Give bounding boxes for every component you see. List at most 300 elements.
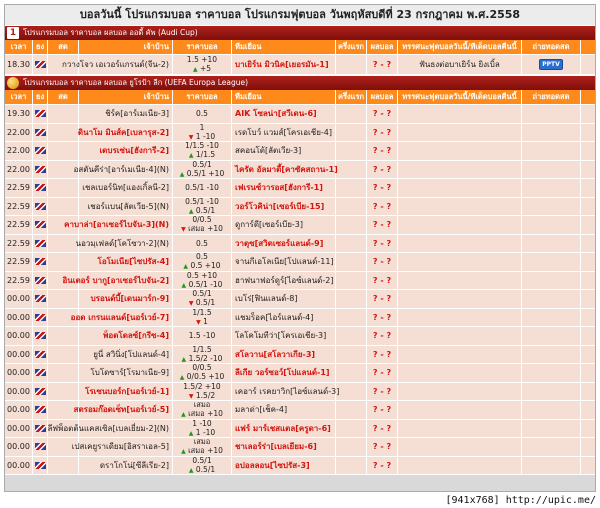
table-row (5, 179, 595, 198)
column-header-half: ครึ่งแรก (336, 40, 367, 54)
arrow-up-icon: ▲ (192, 66, 198, 73)
column-header-tips: ทรรศนะฟุตบอลวันนี้/ทีเด็ดบอลคืนนี้ (398, 90, 522, 104)
home-team[interactable]: ลีฟพ็อตต้นแคสเซิล[เบลเยี่ยม-2](N) (79, 420, 173, 438)
tv-cell (522, 364, 581, 382)
home-team[interactable]: โบโดซาร์[โรมาเนีย-9] (79, 364, 173, 382)
flag-icon (35, 147, 46, 154)
table-row (5, 272, 595, 291)
away-team[interactable]: ฮาฟนาฟอร์ดูร์[ไอซ์แลนด์-2] (232, 272, 336, 290)
arrow-up-icon: ▲ (181, 281, 187, 289)
match-time: 00.00 (5, 438, 33, 456)
table-row (5, 253, 595, 272)
column-header-tv: ถ่ายทอดสด (522, 40, 581, 54)
away-team[interactable]: สคอนโต้[ลัตเวีย-3] (232, 142, 336, 160)
away-team[interactable]: สโลวาน[สโลวาเกีย-3] (232, 346, 336, 364)
price-line: 0.5/1 (192, 455, 212, 465)
price-line: ▼ เสมอ +10 (181, 224, 223, 234)
price-line: ▲ 0.5/1 (188, 205, 216, 215)
match-result: ? - ? (367, 457, 398, 475)
league-name[interactable]: โปรแกรมบอล ราคาบอล ผลบอล ยูโรป้า ลีก (UEFA Europa League) (23, 78, 249, 87)
half-time (336, 272, 367, 290)
tips-cell[interactable] (398, 272, 522, 290)
price-line: 0.5 +10 (186, 270, 218, 280)
price-line: ▼ 1.5/2 (188, 390, 216, 400)
arrow-up-icon: ▲ (181, 448, 186, 456)
price-line: 0.5 (196, 109, 208, 119)
column-header-result: ผลบอล (367, 40, 398, 54)
price-line: 1/1.5 -10 (185, 141, 219, 151)
column-header-row (5, 40, 595, 55)
price-line: 1/1.5 (192, 344, 212, 354)
price-cell (173, 346, 232, 364)
tips-cell[interactable] (398, 401, 522, 419)
away-team[interactable]: เบโร่[ฟินแลนด์-8] (232, 290, 336, 308)
match-result: ? - ? (367, 124, 398, 142)
table-row (5, 420, 595, 439)
tips-cell[interactable] (398, 161, 522, 179)
match-time: 00.00 (5, 309, 33, 327)
price-cell (173, 438, 232, 456)
live-cell[interactable] (48, 290, 79, 308)
flag-icon (35, 166, 46, 173)
price-cell (173, 401, 232, 419)
tips-cell[interactable] (398, 216, 522, 234)
column-header-time: เวลา (5, 90, 33, 104)
live-cell[interactable] (48, 327, 79, 345)
live-cell[interactable] (48, 179, 79, 197)
price-cell (173, 179, 232, 197)
match-result: ? - ? (367, 272, 398, 290)
match-time: 00.00 (5, 364, 33, 382)
home-team[interactable]: เชอร์แบน[ลัตเวีย-5](N) (79, 198, 173, 216)
column-header-flag: ธง (33, 90, 48, 104)
flag-cell (33, 401, 48, 419)
price-line: ▲ 0.5 +10 (183, 261, 221, 271)
away-team[interactable]: ดูการ์ดี[เซอร์เบีย-3] (232, 216, 336, 234)
price-cell (173, 327, 232, 345)
price-cell (173, 161, 232, 179)
half-time (336, 161, 367, 179)
column-header-half: ครึ่งแรก (336, 90, 367, 104)
tips-cell[interactable] (398, 142, 522, 160)
tv-cell (522, 124, 581, 142)
flag-icon (35, 314, 46, 321)
tips-cell[interactable] (398, 235, 522, 253)
tips-cell[interactable] (398, 105, 522, 123)
tv-channel-icon[interactable]: PPTV (539, 59, 563, 70)
tv-cell (522, 179, 581, 197)
column-header-away: ทีมเยือน (232, 90, 336, 104)
flag-cell (33, 253, 48, 271)
half-time (336, 290, 367, 308)
arrow-up-icon: ▲ (188, 466, 194, 474)
price-line: 0/0.5 (192, 215, 212, 225)
live-cell[interactable] (48, 364, 79, 382)
column-header-flag: ธง (33, 40, 48, 54)
price-line: 0.5 (196, 252, 208, 262)
table-row (5, 457, 595, 476)
live-cell[interactable] (48, 346, 79, 364)
table-row (5, 105, 595, 124)
home-team[interactable]: ยูนี่ สวินิ่ง[โปแลนด์-4] (79, 346, 173, 364)
league-tables (5, 25, 595, 475)
match-time: 22.00 (5, 161, 33, 179)
football-icon (7, 77, 19, 89)
table-row (5, 124, 595, 143)
flag-icon (35, 388, 46, 395)
tips-cell[interactable] (398, 457, 522, 475)
flag-icon (35, 332, 46, 339)
tv-cell (522, 198, 581, 216)
away-team[interactable]: ชาเลอร์ร่า[เบลเยียม-6] (232, 438, 336, 456)
match-result: ? - ? (367, 401, 398, 419)
home-team[interactable]: สตรอมก๊อดเซ็ท[นอร์เวย์-5] (79, 401, 173, 419)
tips-cell[interactable] (398, 124, 522, 142)
live-cell[interactable] (48, 105, 79, 123)
match-result: ? - ? (367, 198, 398, 216)
arrow-up-icon: ▲ (188, 152, 194, 160)
price-cell (173, 216, 232, 234)
tv-cell (522, 438, 581, 456)
away-team[interactable]: บาเยิร์น มิวนิค[เยอรมัน-1] (232, 55, 336, 74)
home-team[interactable]: ออด เกรนแลนด์[นอร์เวย์-7] (79, 309, 173, 327)
arrow-up-icon: ▲ (181, 411, 186, 419)
price-line: ▲ 1/1.5 (188, 150, 216, 160)
tv-cell[interactable] (522, 55, 581, 74)
home-team[interactable]: นอวมฺเฟลด์[โคโซวา-2](N) (79, 235, 173, 253)
flag-icon (35, 240, 46, 247)
match-result: ? - ? (367, 216, 398, 234)
match-time: 00.00 (5, 420, 33, 438)
match-time: 22.00 (5, 124, 33, 142)
flag-icon (35, 369, 46, 376)
price-line: ▲ 1 -10 (188, 427, 216, 437)
match-result: ? - ? (367, 290, 398, 308)
away-team[interactable]: แชมร็อค[ไอร์แลนด์-4] (232, 309, 336, 327)
price-line: ▲ +5 (192, 64, 212, 73)
league-header[interactable] (5, 25, 595, 40)
price-cell (173, 235, 232, 253)
price-cell (173, 124, 232, 142)
table-row (5, 198, 595, 217)
match-time: 22.59 (5, 235, 33, 253)
match-result: ? - ? (367, 364, 398, 382)
tv-cell (522, 235, 581, 253)
match-time: 00.00 (5, 346, 33, 364)
home-team[interactable]: ชิร์ค[อาร์เมเนีย-3] (79, 105, 173, 123)
price-line: ▼ 1 -10 (188, 131, 216, 141)
flag-cell (33, 124, 48, 142)
column-header-row (5, 90, 595, 105)
watermark: [941x768] http://upic.me/ (445, 495, 596, 506)
home-team[interactable]: เดบรเซ่น[ฮังการี-2] (79, 142, 173, 160)
price-cell (173, 309, 232, 327)
price-cell (173, 364, 232, 382)
flag-cell (33, 55, 48, 74)
price-line: 0.5/1 (192, 289, 212, 299)
tips-cell[interactable] (398, 438, 522, 456)
tv-cell (522, 105, 581, 123)
price-line: 1 (199, 122, 205, 132)
column-header-away: ทีมเยือน (232, 40, 336, 54)
flag-icon (35, 462, 46, 469)
away-team[interactable]: เรดโบว์ แวมส์[โครเอเชีย-4] (232, 124, 336, 142)
away-team[interactable]: ลีเกีย วอร์ซอว์[โปแลนด์-1] (232, 364, 336, 382)
match-time: 22.59 (5, 272, 33, 290)
match-result: ? - ? (367, 383, 398, 401)
table-row (5, 383, 595, 402)
tips-cell[interactable] (398, 290, 522, 308)
away-team[interactable]: ไครัต อัลมาตี้[คาซัคสถาน-1] (232, 161, 336, 179)
away-team[interactable]: เคอาร์ เรคยาวิก[ไอซ์แลนด์-3] (232, 383, 336, 401)
away-team[interactable]: จานกีเอโลเนีย[โปแลนด์-11] (232, 253, 336, 271)
away-team[interactable]: อปอลลอน[ไซปรัส-3] (232, 457, 336, 475)
price-line: 0.5/1 -10 (185, 183, 219, 193)
home-team[interactable]: โอโมเนีย[ไซปรัส-4] (79, 253, 173, 271)
flag-cell (33, 198, 48, 216)
match-time: 22.59 (5, 179, 33, 197)
league-header[interactable] (5, 75, 595, 90)
half-time (336, 216, 367, 234)
price-line: ▲ 0.5/1 +10 (179, 168, 225, 178)
column-header-result: ผลบอล (367, 90, 398, 104)
live-cell[interactable] (48, 383, 79, 401)
flag-icon (35, 110, 46, 117)
column-header-home: เจ้าบ้าน (79, 40, 173, 54)
flag-cell (33, 327, 48, 345)
match-time: 00.00 (5, 401, 33, 419)
page-frame (4, 4, 596, 492)
price-line: ▲ 0.5/1 (188, 464, 216, 474)
column-header-time: เวลา (5, 40, 33, 54)
price-line: 1/1.5 (192, 307, 212, 317)
half-time (336, 309, 367, 327)
live-cell[interactable] (48, 457, 79, 475)
price-line: ▲ 0.5/1 -10 (181, 279, 223, 289)
match-time: 00.00 (5, 327, 33, 345)
tv-cell (522, 253, 581, 271)
live-cell[interactable] (48, 142, 79, 160)
tv-cell (522, 142, 581, 160)
flag-cell (33, 309, 48, 327)
table-row (5, 309, 595, 328)
match-time: 18.30 (5, 55, 33, 74)
match-result: ? - ? (367, 346, 398, 364)
match-result: ? - ? (367, 55, 398, 74)
price-cell (173, 105, 232, 123)
tips-cell[interactable] (398, 383, 522, 401)
flag-cell (33, 179, 48, 197)
match-result: ? - ? (367, 309, 398, 327)
half-time (336, 383, 367, 401)
price-line: ▲ เสมอ +10 (181, 409, 223, 419)
live-cell[interactable] (48, 198, 79, 216)
tips-cell[interactable] (398, 309, 522, 327)
half-time (336, 457, 367, 475)
table-row (5, 235, 595, 254)
flag-cell (33, 142, 48, 160)
tips-cell[interactable] (398, 179, 522, 197)
table-row (5, 327, 595, 346)
home-team[interactable]: โรเซนบอร์ก[นอร์เวย์-1] (79, 383, 173, 401)
flag-icon (35, 129, 46, 136)
flag-cell (33, 457, 48, 475)
flag-cell (33, 346, 48, 364)
flag-cell (33, 383, 48, 401)
table-row (5, 346, 595, 365)
match-result: ? - ? (367, 438, 398, 456)
away-team[interactable]: เฟเรนซ์วารอส[ฮังการี-1] (232, 179, 336, 197)
tv-cell (522, 216, 581, 234)
tv-cell (522, 290, 581, 308)
home-team[interactable]: อินเตอร์ บากู[อาเซอร์ไบจัน-2] (79, 272, 173, 290)
match-result: ? - ? (367, 105, 398, 123)
flag-icon (35, 425, 46, 432)
column-header-live: สด (48, 90, 79, 104)
flag-icon (35, 443, 46, 450)
away-team[interactable]: โลโคโมทีว่า[โครเอเชีย-3] (232, 327, 336, 345)
table-row (5, 142, 595, 161)
league-name[interactable]: โปรแกรมบอล ราคาบอล ผลบอล ออดี้ คัพ (Audi Cup) (23, 28, 198, 37)
tv-cell (522, 272, 581, 290)
match-time: 22.59 (5, 198, 33, 216)
arrow-down-icon: ▼ (188, 133, 194, 141)
arrow-down-icon: ▼ (181, 226, 186, 234)
arrow-down-icon: ▼ (188, 300, 194, 308)
column-header-tv: ถ่ายทอดสด (522, 90, 581, 104)
half-time (336, 438, 367, 456)
home-team[interactable]: คาบาล่า[อาเซอร์ไบจัน-3](N) (79, 216, 173, 234)
tips-cell[interactable] (398, 327, 522, 345)
live-cell[interactable] (48, 235, 79, 253)
arrow-down-icon: ▼ (196, 318, 201, 326)
page-title: บอลวันนี้ โปรแกรมบอล ราคาบอล โปรแกรมฟุตบอล วันพฤหัสบดีที่ 23 กรกฎาคม พ.ศ.2558 (5, 5, 595, 25)
price-line: 1.5/2 +10 (183, 381, 221, 391)
match-time: 22.59 (5, 216, 33, 234)
flag-icon (35, 221, 46, 228)
half-time (336, 198, 367, 216)
tv-cell (522, 383, 581, 401)
tv-cell (522, 346, 581, 364)
column-header-price: ราคาบอล (173, 40, 232, 54)
price-line: 0/0.5 (192, 363, 212, 373)
half-time (336, 124, 367, 142)
arrow-up-icon: ▲ (183, 263, 189, 271)
half-time (336, 364, 367, 382)
tips-cell[interactable] (398, 420, 522, 438)
price-line: 0.5 (196, 238, 208, 248)
half-time (336, 55, 367, 74)
arrow-up-icon: ▲ (179, 374, 185, 382)
price-line: ▲ 0/0.5 +10 (179, 372, 225, 382)
flag-cell (33, 235, 48, 253)
tv-cell (522, 309, 581, 327)
tv-cell (522, 161, 581, 179)
match-result: ? - ? (367, 420, 398, 438)
table-row (5, 216, 595, 235)
column-header-home: เจ้าบ้าน (79, 90, 173, 104)
price-cell (173, 272, 232, 290)
match-result: ? - ? (367, 142, 398, 160)
tv-cell (522, 401, 581, 419)
home-team[interactable]: พ็อดโดลซ์[กรีซ-4] (79, 327, 173, 345)
home-team[interactable]: กวางโจว เอเวอร์แกรนด์(จีน-2) (79, 55, 173, 74)
tips-cell[interactable] (398, 253, 522, 271)
half-time (336, 235, 367, 253)
flag-icon (35, 258, 46, 265)
away-team[interactable]: แฟร์ มาร์เชสแตล[ครูดา-6] (232, 420, 336, 438)
arrow-up-icon: ▲ (188, 207, 194, 215)
away-team[interactable]: วาดุซ[สวิตเซอร์แลนด์-9] (232, 235, 336, 253)
tips-cell[interactable]: ฟันธงต่อบาเยิร์น ยิงเบิ้ล (398, 55, 522, 74)
table-row (5, 290, 595, 309)
match-time: 22.00 (5, 142, 33, 160)
half-time (336, 105, 367, 123)
price-line: 1 -10 (192, 418, 212, 428)
flag-icon (35, 203, 46, 210)
price-line: ▲ เสมอ +10 (181, 446, 223, 456)
live-cell[interactable] (48, 253, 79, 271)
away-team[interactable]: มลาด่า[เช็ค-4] (232, 401, 336, 419)
home-team[interactable]: บรอนด์บี้[เดนมาร์ก-9] (79, 290, 173, 308)
match-result: ? - ? (367, 253, 398, 271)
tv-cell (522, 327, 581, 345)
flag-icon (35, 351, 46, 358)
tips-cell[interactable] (398, 364, 522, 382)
table-row (5, 55, 595, 75)
home-team[interactable]: อสตันคีร่า[อาร์เมเนีย-4](N) (79, 161, 173, 179)
flag-cell (33, 105, 48, 123)
column-header-price: ราคาบอล (173, 90, 232, 104)
price-line: 0.5/1 -10 (185, 196, 219, 206)
flag-cell (33, 364, 48, 382)
match-result: ? - ? (367, 161, 398, 179)
half-time (336, 346, 367, 364)
flag-cell (33, 216, 48, 234)
half-time (336, 327, 367, 345)
column-header-tips: ทรรศนะฟุตบอลวันนี้/ทีเด็ดบอลคืนนี้ (398, 40, 522, 54)
price-cell (173, 198, 232, 216)
column-header-live: สด (48, 40, 79, 54)
arrow-down-icon: ▼ (188, 392, 194, 400)
price-cell (173, 253, 232, 271)
price-cell (173, 290, 232, 308)
half-time (336, 420, 367, 438)
table-row (5, 161, 595, 180)
match-time: 00.00 (5, 383, 33, 401)
price-line: ▲ 1.5/2 -10 (181, 353, 223, 363)
tips-cell[interactable] (398, 198, 522, 216)
league-number-icon: 1 (7, 27, 19, 39)
away-team[interactable]: AIK โซลน่า[สวีเดน-6] (232, 105, 336, 123)
price-line: เสมอ (193, 400, 211, 410)
home-team[interactable]: ดินาโม มินส์ค[เบลารุส-2] (79, 124, 173, 142)
home-team[interactable]: เชลเบอร์นิท[แองเกิ้ลนี-2] (79, 179, 173, 197)
live-cell[interactable] (48, 124, 79, 142)
tips-cell[interactable] (398, 346, 522, 364)
match-result: ? - ? (367, 235, 398, 253)
price-cell (173, 457, 232, 475)
away-team[interactable]: วอร์โวคิน่า[เซอร์เบีย-15] (232, 198, 336, 216)
table-row (5, 401, 595, 420)
tv-cell (522, 457, 581, 475)
home-team[interactable]: เปสเคยูราเดียม[อิสราเอล-5] (79, 438, 173, 456)
flag-cell (33, 420, 48, 438)
home-team[interactable]: ดราโกโน่[ซีลีเรีย-2] (79, 457, 173, 475)
price-line: 0.5/1 (192, 159, 212, 169)
tv-cell (522, 420, 581, 438)
price-cell (173, 55, 232, 74)
